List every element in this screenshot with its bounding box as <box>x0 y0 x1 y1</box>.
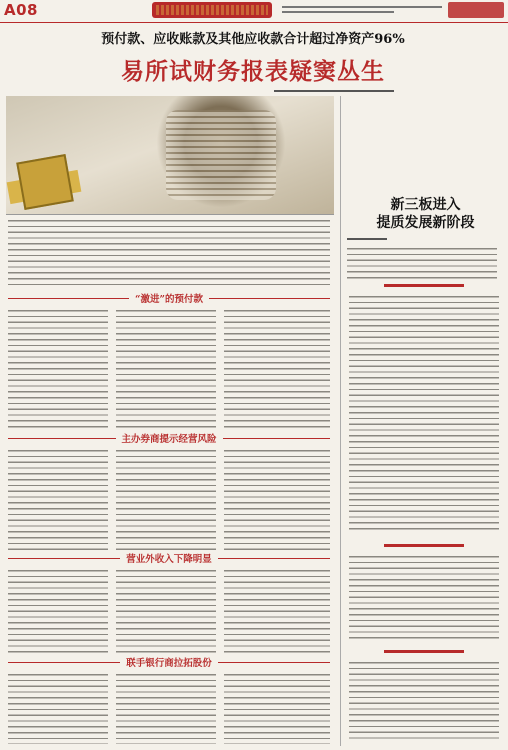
sidebar-subhead <box>349 646 499 658</box>
section-banner <box>152 2 272 18</box>
paper-logo <box>448 2 504 18</box>
section-title: 营业外收入下降明显 <box>126 554 212 565</box>
banner-pattern <box>156 5 268 15</box>
sidebar-article <box>340 96 504 746</box>
headline-block <box>88 28 418 86</box>
sidebar-subhead <box>349 280 499 292</box>
sidebar-title-line2: 提质发展新阶段 <box>376 215 475 231</box>
article-column <box>224 448 330 550</box>
issue-meta <box>282 3 442 17</box>
sidebar-paragraph <box>349 660 499 740</box>
sidebar-paragraph <box>347 246 497 282</box>
article-column <box>116 308 216 428</box>
sidebar-title-line1: 新三板进入 <box>390 197 461 213</box>
article-column <box>116 672 216 744</box>
lead-paragraph <box>8 218 330 286</box>
page-header <box>0 0 508 23</box>
page-number: A08 <box>4 1 38 19</box>
photo-maze <box>166 110 276 200</box>
sidebar-paragraph <box>349 554 499 642</box>
section-head-bank <box>8 656 330 668</box>
article-column <box>8 448 108 550</box>
article-column <box>116 448 216 550</box>
article-column <box>116 568 216 654</box>
article-column <box>8 568 108 654</box>
sidebar-title <box>347 196 504 232</box>
sidebar-subhead <box>349 540 499 552</box>
section-head-prepayment <box>8 292 330 304</box>
article-column <box>8 308 108 428</box>
section-title: “激进”的预付款 <box>135 294 203 305</box>
article-column <box>224 672 330 744</box>
headline-title: 易所试财务报表疑窦丛生 <box>121 58 385 85</box>
section-head-risk <box>8 432 330 444</box>
photo-tag <box>16 154 74 210</box>
sidebar-paragraph <box>349 294 499 534</box>
headline-kicker: 预付款、应收账款及其他应收款合计超过净资产96% <box>101 32 405 47</box>
article-column <box>8 672 108 744</box>
lead-photo <box>6 96 334 215</box>
section-head-nonop-income <box>8 552 330 564</box>
section-title: 主办券商提示经营风险 <box>121 434 217 445</box>
article-column <box>224 308 330 428</box>
article-column <box>224 568 330 654</box>
sidebar-byline <box>347 238 387 240</box>
section-title: 联手银行商拉拓股份 <box>126 658 212 669</box>
